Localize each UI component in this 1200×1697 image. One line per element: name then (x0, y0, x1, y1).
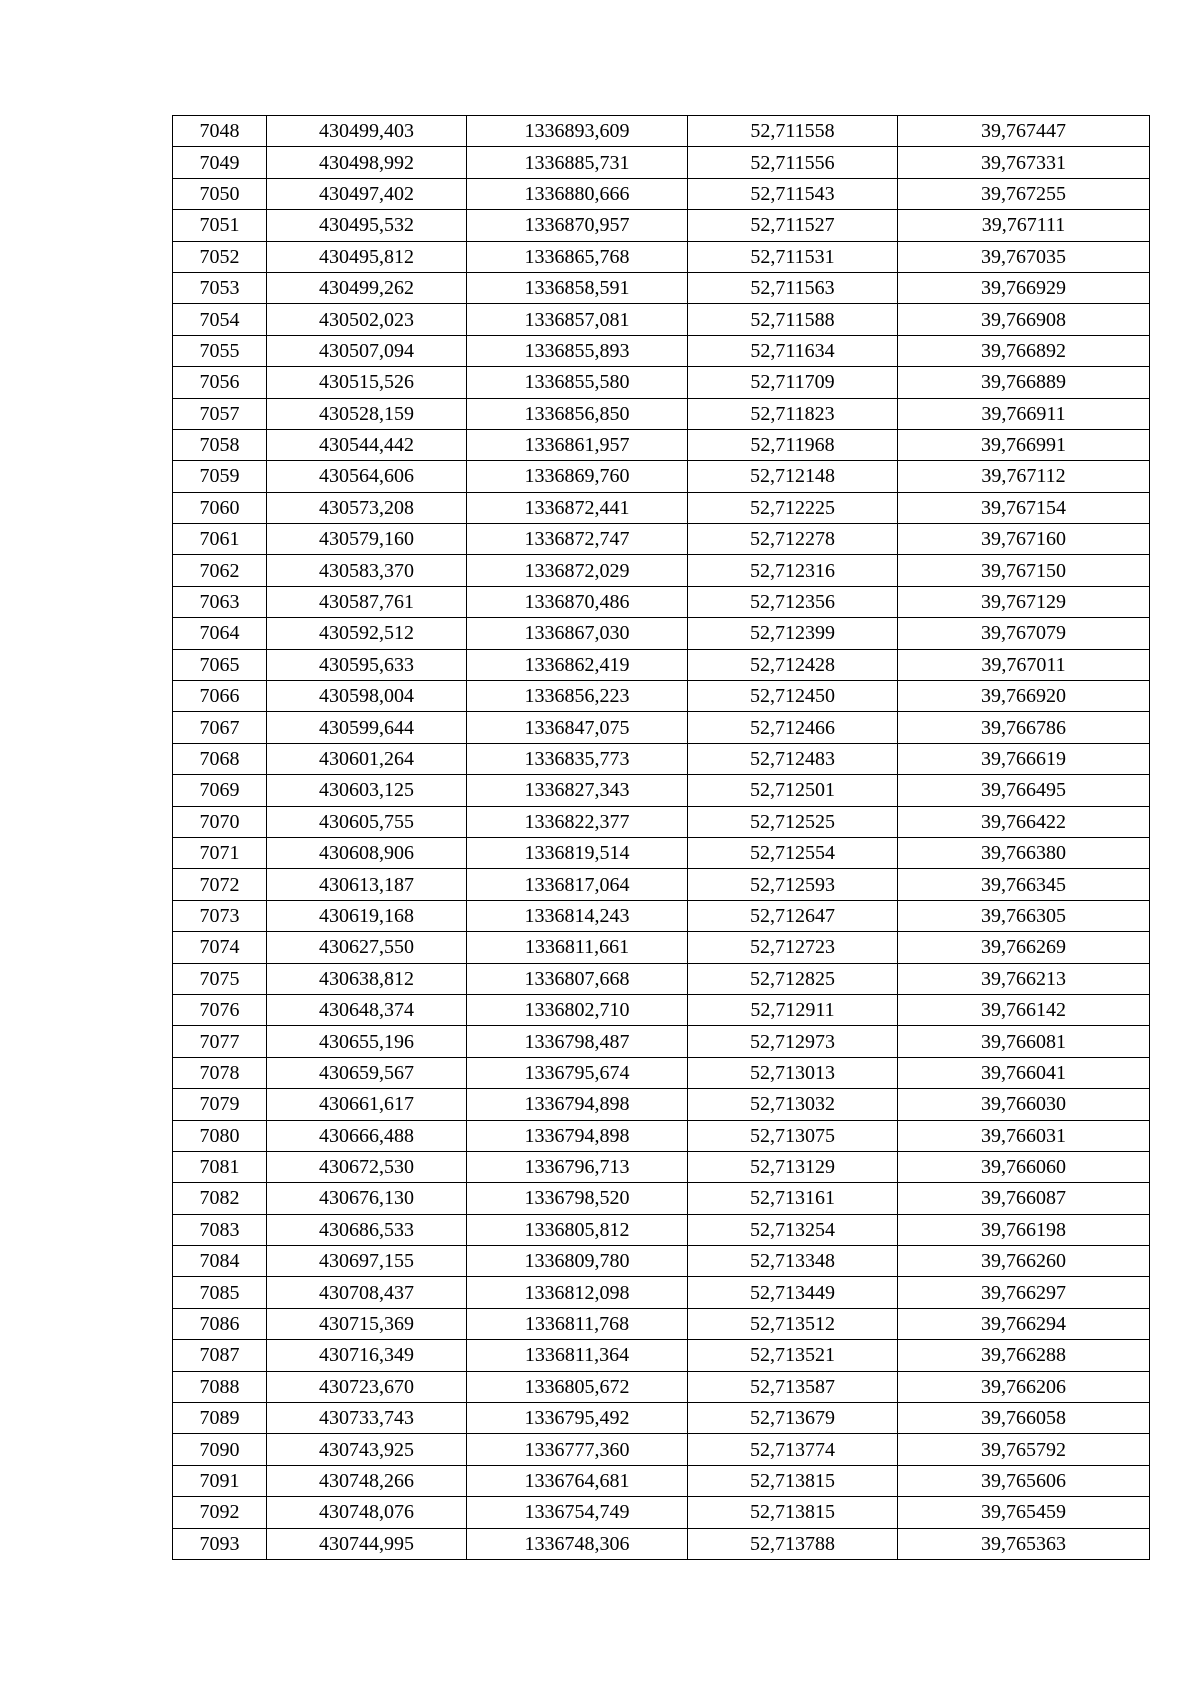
point-number-cell: 7076 (173, 994, 267, 1025)
point-number-cell: 7052 (173, 241, 267, 272)
longitude-cell: 39,767011 (898, 649, 1150, 680)
y-coordinate-cell: 1336862,419 (467, 649, 688, 680)
longitude-cell: 39,766142 (898, 994, 1150, 1025)
table-row (173, 147, 1150, 178)
longitude-cell: 39,767111 (898, 210, 1150, 241)
x-coordinate-cell: 430587,761 (267, 586, 467, 617)
latitude-cell: 52,711543 (688, 178, 898, 209)
latitude-cell: 52,712278 (688, 524, 898, 555)
y-coordinate-cell: 1336805,812 (467, 1214, 688, 1245)
y-coordinate-cell: 1336794,898 (467, 1120, 688, 1151)
latitude-cell: 52,712973 (688, 1026, 898, 1057)
table-row (173, 994, 1150, 1025)
y-coordinate-cell: 1336872,029 (467, 555, 688, 586)
x-coordinate-cell: 430723,670 (267, 1371, 467, 1402)
longitude-cell: 39,766087 (898, 1183, 1150, 1214)
x-coordinate-cell: 430744,995 (267, 1528, 467, 1559)
latitude-cell: 52,713774 (688, 1434, 898, 1465)
point-number-cell: 7059 (173, 461, 267, 492)
longitude-cell: 39,765606 (898, 1465, 1150, 1496)
latitude-cell: 52,712148 (688, 461, 898, 492)
y-coordinate-cell: 1336880,666 (467, 178, 688, 209)
x-coordinate-cell: 430619,168 (267, 900, 467, 931)
point-number-cell: 7053 (173, 272, 267, 303)
longitude-cell: 39,766031 (898, 1120, 1150, 1151)
point-number-cell: 7060 (173, 492, 267, 523)
point-number-cell: 7064 (173, 618, 267, 649)
point-number-cell: 7055 (173, 335, 267, 366)
latitude-cell: 52,712647 (688, 900, 898, 931)
table-row (173, 429, 1150, 460)
table-row (173, 1434, 1150, 1465)
y-coordinate-cell: 1336812,098 (467, 1277, 688, 1308)
point-number-cell: 7067 (173, 712, 267, 743)
point-number-cell: 7068 (173, 743, 267, 774)
longitude-cell: 39,767079 (898, 618, 1150, 649)
y-coordinate-cell: 1336893,609 (467, 116, 688, 147)
latitude-cell: 52,711968 (688, 429, 898, 460)
point-number-cell: 7077 (173, 1026, 267, 1057)
longitude-cell: 39,766030 (898, 1089, 1150, 1120)
x-coordinate-cell: 430659,567 (267, 1057, 467, 1088)
point-number-cell: 7056 (173, 367, 267, 398)
y-coordinate-cell: 1336809,780 (467, 1246, 688, 1277)
y-coordinate-cell: 1336861,957 (467, 429, 688, 460)
latitude-cell: 52,712466 (688, 712, 898, 743)
point-number-cell: 7061 (173, 524, 267, 555)
y-coordinate-cell: 1336811,661 (467, 932, 688, 963)
table-row (173, 367, 1150, 398)
x-coordinate-cell: 430599,644 (267, 712, 467, 743)
x-coordinate-cell: 430595,633 (267, 649, 467, 680)
latitude-cell: 52,712450 (688, 681, 898, 712)
latitude-cell: 52,713521 (688, 1340, 898, 1371)
longitude-cell: 39,766380 (898, 837, 1150, 868)
longitude-cell: 39,766060 (898, 1151, 1150, 1182)
y-coordinate-cell: 1336805,672 (467, 1371, 688, 1402)
y-coordinate-cell: 1336777,360 (467, 1434, 688, 1465)
x-coordinate-cell: 430638,812 (267, 963, 467, 994)
latitude-cell: 52,713032 (688, 1089, 898, 1120)
table-row (173, 524, 1150, 555)
table-row (173, 1403, 1150, 1434)
point-number-cell: 7062 (173, 555, 267, 586)
x-coordinate-cell: 430605,755 (267, 806, 467, 837)
latitude-cell: 52,712525 (688, 806, 898, 837)
x-coordinate-cell: 430715,369 (267, 1308, 467, 1339)
x-coordinate-cell: 430648,374 (267, 994, 467, 1025)
latitude-cell: 52,713679 (688, 1403, 898, 1434)
longitude-cell: 39,766422 (898, 806, 1150, 837)
y-coordinate-cell: 1336856,223 (467, 681, 688, 712)
x-coordinate-cell: 430498,992 (267, 147, 467, 178)
y-coordinate-cell: 1336794,898 (467, 1089, 688, 1120)
y-coordinate-cell: 1336856,850 (467, 398, 688, 429)
longitude-cell: 39,765792 (898, 1434, 1150, 1465)
y-coordinate-cell: 1336869,760 (467, 461, 688, 492)
x-coordinate-cell: 430733,743 (267, 1403, 467, 1434)
y-coordinate-cell: 1336814,243 (467, 900, 688, 931)
x-coordinate-cell: 430564,606 (267, 461, 467, 492)
point-number-cell: 7051 (173, 210, 267, 241)
x-coordinate-cell: 430598,004 (267, 681, 467, 712)
latitude-cell: 52,711823 (688, 398, 898, 429)
x-coordinate-cell: 430603,125 (267, 775, 467, 806)
x-coordinate-cell: 430661,617 (267, 1089, 467, 1120)
x-coordinate-cell: 430579,160 (267, 524, 467, 555)
point-number-cell: 7066 (173, 681, 267, 712)
latitude-cell: 52,711531 (688, 241, 898, 272)
y-coordinate-cell: 1336835,773 (467, 743, 688, 774)
longitude-cell: 39,767154 (898, 492, 1150, 523)
point-number-cell: 7072 (173, 869, 267, 900)
y-coordinate-cell: 1336796,713 (467, 1151, 688, 1182)
longitude-cell: 39,766920 (898, 681, 1150, 712)
latitude-cell: 52,712501 (688, 775, 898, 806)
longitude-cell: 39,767150 (898, 555, 1150, 586)
y-coordinate-cell: 1336857,081 (467, 304, 688, 335)
longitude-cell: 39,766892 (898, 335, 1150, 366)
longitude-cell: 39,766206 (898, 1371, 1150, 1402)
point-number-cell: 7070 (173, 806, 267, 837)
y-coordinate-cell: 1336807,668 (467, 963, 688, 994)
longitude-cell: 39,765363 (898, 1528, 1150, 1559)
latitude-cell: 52,712428 (688, 649, 898, 680)
table-row (173, 555, 1150, 586)
point-number-cell: 7088 (173, 1371, 267, 1402)
x-coordinate-cell: 430716,349 (267, 1340, 467, 1371)
y-coordinate-cell: 1336795,674 (467, 1057, 688, 1088)
longitude-cell: 39,767035 (898, 241, 1150, 272)
latitude-cell: 52,713449 (688, 1277, 898, 1308)
point-number-cell: 7092 (173, 1497, 267, 1528)
latitude-cell: 52,712316 (688, 555, 898, 586)
table-row (173, 398, 1150, 429)
table-row (173, 1246, 1150, 1277)
x-coordinate-cell: 430686,533 (267, 1214, 467, 1245)
latitude-cell: 52,711556 (688, 147, 898, 178)
x-coordinate-cell: 430697,155 (267, 1246, 467, 1277)
table-row (173, 963, 1150, 994)
table-row (173, 618, 1150, 649)
longitude-cell: 39,767129 (898, 586, 1150, 617)
longitude-cell: 39,766911 (898, 398, 1150, 429)
table-row (173, 649, 1150, 680)
point-number-cell: 7075 (173, 963, 267, 994)
x-coordinate-cell: 430627,550 (267, 932, 467, 963)
y-coordinate-cell: 1336872,747 (467, 524, 688, 555)
point-number-cell: 7063 (173, 586, 267, 617)
table-row (173, 1089, 1150, 1120)
point-number-cell: 7086 (173, 1308, 267, 1339)
longitude-cell: 39,766297 (898, 1277, 1150, 1308)
x-coordinate-cell: 430544,442 (267, 429, 467, 460)
longitude-cell: 39,766294 (898, 1308, 1150, 1339)
table-row (173, 806, 1150, 837)
x-coordinate-cell: 430495,532 (267, 210, 467, 241)
latitude-cell: 52,712483 (688, 743, 898, 774)
point-number-cell: 7081 (173, 1151, 267, 1182)
point-number-cell: 7054 (173, 304, 267, 335)
point-number-cell: 7080 (173, 1120, 267, 1151)
point-number-cell: 7071 (173, 837, 267, 868)
table-row (173, 1026, 1150, 1057)
latitude-cell: 52,712399 (688, 618, 898, 649)
y-coordinate-cell: 1336870,486 (467, 586, 688, 617)
table-row (173, 1497, 1150, 1528)
longitude-cell: 39,766288 (898, 1340, 1150, 1371)
latitude-cell: 52,711527 (688, 210, 898, 241)
latitude-cell: 52,713815 (688, 1465, 898, 1496)
y-coordinate-cell: 1336754,749 (467, 1497, 688, 1528)
point-number-cell: 7073 (173, 900, 267, 931)
x-coordinate-cell: 430655,196 (267, 1026, 467, 1057)
table-row (173, 1183, 1150, 1214)
longitude-cell: 39,766345 (898, 869, 1150, 900)
x-coordinate-cell: 430573,208 (267, 492, 467, 523)
latitude-cell: 52,712825 (688, 963, 898, 994)
table-row (173, 241, 1150, 272)
x-coordinate-cell: 430515,526 (267, 367, 467, 398)
latitude-cell: 52,712911 (688, 994, 898, 1025)
longitude-cell: 39,766041 (898, 1057, 1150, 1088)
latitude-cell: 52,713815 (688, 1497, 898, 1528)
latitude-cell: 52,713587 (688, 1371, 898, 1402)
y-coordinate-cell: 1336811,364 (467, 1340, 688, 1371)
x-coordinate-cell: 430583,370 (267, 555, 467, 586)
latitude-cell: 52,712554 (688, 837, 898, 868)
table-row (173, 743, 1150, 774)
table-row (173, 1371, 1150, 1402)
x-coordinate-cell: 430592,512 (267, 618, 467, 649)
y-coordinate-cell: 1336867,030 (467, 618, 688, 649)
x-coordinate-cell: 430502,023 (267, 304, 467, 335)
latitude-cell: 52,713129 (688, 1151, 898, 1182)
latitude-cell: 52,713348 (688, 1246, 898, 1277)
point-number-cell: 7090 (173, 1434, 267, 1465)
longitude-cell: 39,766081 (898, 1026, 1150, 1057)
point-number-cell: 7079 (173, 1089, 267, 1120)
y-coordinate-cell: 1336872,441 (467, 492, 688, 523)
longitude-cell: 39,766619 (898, 743, 1150, 774)
latitude-cell: 52,712225 (688, 492, 898, 523)
latitude-cell: 52,713161 (688, 1183, 898, 1214)
x-coordinate-cell: 430672,530 (267, 1151, 467, 1182)
table-row (173, 272, 1150, 303)
x-coordinate-cell: 430708,437 (267, 1277, 467, 1308)
longitude-cell: 39,767112 (898, 461, 1150, 492)
x-coordinate-cell: 430495,812 (267, 241, 467, 272)
coordinates-table (172, 115, 1150, 1560)
longitude-cell: 39,766991 (898, 429, 1150, 460)
longitude-cell: 39,766213 (898, 963, 1150, 994)
table-row (173, 837, 1150, 868)
coordinates-table-body (173, 116, 1150, 1560)
point-number-cell: 7084 (173, 1246, 267, 1277)
y-coordinate-cell: 1336764,681 (467, 1465, 688, 1496)
latitude-cell: 52,711634 (688, 335, 898, 366)
x-coordinate-cell: 430601,264 (267, 743, 467, 774)
table-row (173, 1340, 1150, 1371)
longitude-cell: 39,766198 (898, 1214, 1150, 1245)
x-coordinate-cell: 430499,403 (267, 116, 467, 147)
longitude-cell: 39,766929 (898, 272, 1150, 303)
point-number-cell: 7089 (173, 1403, 267, 1434)
point-number-cell: 7057 (173, 398, 267, 429)
table-row (173, 1214, 1150, 1245)
table-row (173, 210, 1150, 241)
x-coordinate-cell: 430748,076 (267, 1497, 467, 1528)
latitude-cell: 52,713512 (688, 1308, 898, 1339)
table-row (173, 1151, 1150, 1182)
point-number-cell: 7065 (173, 649, 267, 680)
longitude-cell: 39,766495 (898, 775, 1150, 806)
longitude-cell: 39,766260 (898, 1246, 1150, 1277)
table-row (173, 775, 1150, 806)
y-coordinate-cell: 1336870,957 (467, 210, 688, 241)
latitude-cell: 52,713788 (688, 1528, 898, 1559)
point-number-cell: 7091 (173, 1465, 267, 1496)
x-coordinate-cell: 430528,159 (267, 398, 467, 429)
table-row (173, 869, 1150, 900)
table-row (173, 900, 1150, 931)
longitude-cell: 39,767255 (898, 178, 1150, 209)
table-row (173, 335, 1150, 366)
table-row (173, 1465, 1150, 1496)
y-coordinate-cell: 1336858,591 (467, 272, 688, 303)
y-coordinate-cell: 1336798,487 (467, 1026, 688, 1057)
table-row (173, 116, 1150, 147)
table-row (173, 1277, 1150, 1308)
table-row (173, 1528, 1150, 1559)
latitude-cell: 52,713013 (688, 1057, 898, 1088)
table-row (173, 1120, 1150, 1151)
latitude-cell: 52,712593 (688, 869, 898, 900)
table-row (173, 586, 1150, 617)
table-row (173, 461, 1150, 492)
point-number-cell: 7093 (173, 1528, 267, 1559)
latitude-cell: 52,711709 (688, 367, 898, 398)
y-coordinate-cell: 1336811,768 (467, 1308, 688, 1339)
point-number-cell: 7069 (173, 775, 267, 806)
y-coordinate-cell: 1336855,580 (467, 367, 688, 398)
table-row (173, 304, 1150, 335)
y-coordinate-cell: 1336822,377 (467, 806, 688, 837)
longitude-cell: 39,766269 (898, 932, 1150, 963)
longitude-cell: 39,765459 (898, 1497, 1150, 1528)
longitude-cell: 39,766908 (898, 304, 1150, 335)
y-coordinate-cell: 1336748,306 (467, 1528, 688, 1559)
point-number-cell: 7085 (173, 1277, 267, 1308)
point-number-cell: 7058 (173, 429, 267, 460)
point-number-cell: 7049 (173, 147, 267, 178)
point-number-cell: 7050 (173, 178, 267, 209)
latitude-cell: 52,711558 (688, 116, 898, 147)
y-coordinate-cell: 1336819,514 (467, 837, 688, 868)
point-number-cell: 7087 (173, 1340, 267, 1371)
longitude-cell: 39,767160 (898, 524, 1150, 555)
point-number-cell: 7074 (173, 932, 267, 963)
table-row (173, 712, 1150, 743)
x-coordinate-cell: 430613,187 (267, 869, 467, 900)
table-row (173, 932, 1150, 963)
point-number-cell: 7048 (173, 116, 267, 147)
x-coordinate-cell: 430676,130 (267, 1183, 467, 1214)
latitude-cell: 52,711588 (688, 304, 898, 335)
longitude-cell: 39,766786 (898, 712, 1150, 743)
y-coordinate-cell: 1336885,731 (467, 147, 688, 178)
x-coordinate-cell: 430748,266 (267, 1465, 467, 1496)
latitude-cell: 52,712723 (688, 932, 898, 963)
x-coordinate-cell: 430497,402 (267, 178, 467, 209)
table-row (173, 492, 1150, 523)
point-number-cell: 7078 (173, 1057, 267, 1088)
longitude-cell: 39,767447 (898, 116, 1150, 147)
latitude-cell: 52,713075 (688, 1120, 898, 1151)
latitude-cell: 52,711563 (688, 272, 898, 303)
x-coordinate-cell: 430743,925 (267, 1434, 467, 1465)
table-row (173, 178, 1150, 209)
y-coordinate-cell: 1336827,343 (467, 775, 688, 806)
latitude-cell: 52,713254 (688, 1214, 898, 1245)
table-row (173, 1057, 1150, 1088)
point-number-cell: 7082 (173, 1183, 267, 1214)
x-coordinate-cell: 430507,094 (267, 335, 467, 366)
y-coordinate-cell: 1336817,064 (467, 869, 688, 900)
y-coordinate-cell: 1336795,492 (467, 1403, 688, 1434)
longitude-cell: 39,766889 (898, 367, 1150, 398)
x-coordinate-cell: 430666,488 (267, 1120, 467, 1151)
table-row (173, 681, 1150, 712)
longitude-cell: 39,766305 (898, 900, 1150, 931)
latitude-cell: 52,712356 (688, 586, 898, 617)
x-coordinate-cell: 430499,262 (267, 272, 467, 303)
y-coordinate-cell: 1336847,075 (467, 712, 688, 743)
y-coordinate-cell: 1336798,520 (467, 1183, 688, 1214)
y-coordinate-cell: 1336865,768 (467, 241, 688, 272)
x-coordinate-cell: 430608,906 (267, 837, 467, 868)
point-number-cell: 7083 (173, 1214, 267, 1245)
table-row (173, 1308, 1150, 1339)
y-coordinate-cell: 1336802,710 (467, 994, 688, 1025)
y-coordinate-cell: 1336855,893 (467, 335, 688, 366)
longitude-cell: 39,767331 (898, 147, 1150, 178)
longitude-cell: 39,766058 (898, 1403, 1150, 1434)
